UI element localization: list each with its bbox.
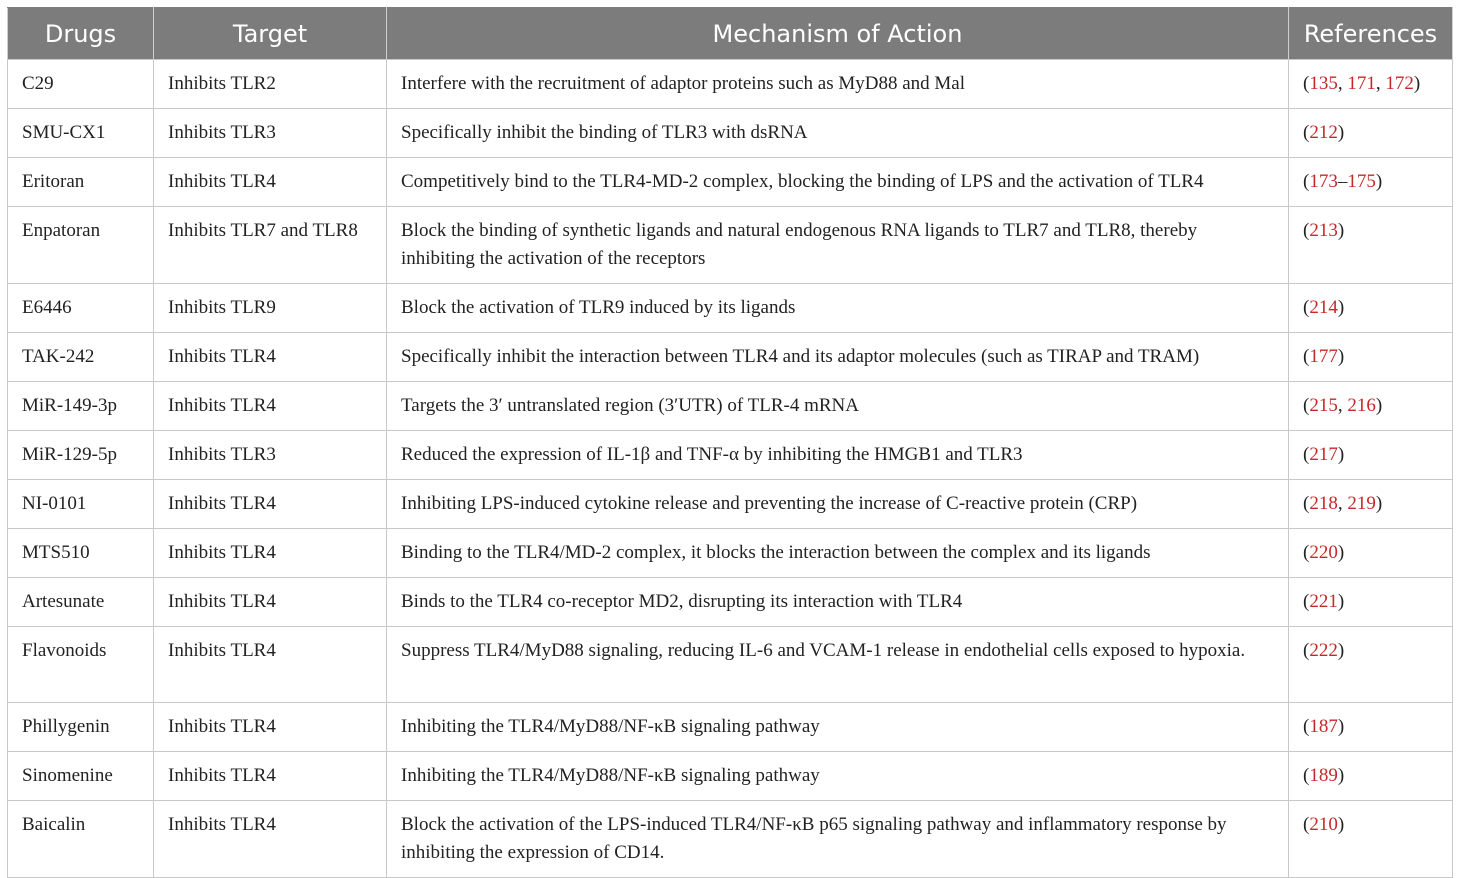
reference-link[interactable]: 221 <box>1309 591 1338 612</box>
target-cell: Inhibits TLR4 <box>154 703 387 752</box>
ref-close-paren: ) <box>1413 73 1421 94</box>
table-row <box>8 333 1453 382</box>
references-cell <box>1289 207 1453 284</box>
ref-close-paren: ) <box>1375 493 1383 514</box>
reference-link[interactable]: 212 <box>1309 122 1338 143</box>
reference-link[interactable]: 189 <box>1309 765 1338 786</box>
table-row <box>8 382 1453 431</box>
mechanism-cell: Inhibiting LPS-induced cytokine release and preventing the increase of C-reactive protein (CRP) <box>387 480 1289 529</box>
mechanism-cell: Competitively bind to the TLR4-MD-2 complex, blocking the binding of LPS and the activation of TLR4 <box>387 158 1289 207</box>
references-cell <box>1289 801 1453 878</box>
drug-cell: Baicalin <box>8 801 154 878</box>
ref-open-paren: ( <box>1303 171 1310 192</box>
table-row <box>8 703 1453 752</box>
target-cell: Inhibits TLR9 <box>154 284 387 333</box>
ref-close-paren: ) <box>1337 122 1345 143</box>
ref-separator: , <box>1375 73 1386 94</box>
target-cell: Inhibits TLR7 and TLR8 <box>154 207 387 284</box>
table-row <box>8 284 1453 333</box>
references-cell <box>1289 752 1453 801</box>
references-cell <box>1289 333 1453 382</box>
references-cell <box>1289 703 1453 752</box>
ref-open-paren: ( <box>1303 395 1310 416</box>
target-cell: Inhibits TLR4 <box>154 529 387 578</box>
references-cell <box>1289 284 1453 333</box>
drug-cell: MTS510 <box>8 529 154 578</box>
reference-link[interactable]: 216 <box>1347 395 1376 416</box>
table-row <box>8 578 1453 627</box>
header-target: Target <box>154 8 387 60</box>
mechanism-cell: Specifically inhibit the interaction between TLR4 and its adaptor molecules (such as TIRAP and TRAM) <box>387 333 1289 382</box>
drug-cell: Artesunate <box>8 578 154 627</box>
ref-open-paren: ( <box>1303 591 1310 612</box>
target-cell: Inhibits TLR4 <box>154 158 387 207</box>
references-cell <box>1289 158 1453 207</box>
drug-cell: Enpatoran <box>8 207 154 284</box>
ref-close-paren: ) <box>1337 542 1345 563</box>
table-row <box>8 109 1453 158</box>
mechanism-cell: Targets the 3′ untranslated region (3′UTR) of TLR-4 mRNA <box>387 382 1289 431</box>
drug-cell: C29 <box>8 60 154 109</box>
reference-link[interactable]: 218 <box>1309 493 1338 514</box>
reference-link[interactable]: 213 <box>1309 220 1338 241</box>
references-cell <box>1289 578 1453 627</box>
mechanism-cell: Block the activation of TLR9 induced by its ligands <box>387 284 1289 333</box>
ref-open-paren: ( <box>1303 346 1310 367</box>
mechanism-cell: Block the binding of synthetic ligands and natural endogenous RNA ligands to TLR7 and TLR8, thereby inhibiting the activation of the receptors <box>387 207 1289 284</box>
reference-link[interactable]: 219 <box>1347 493 1376 514</box>
references-cell <box>1289 431 1453 480</box>
table-row <box>8 60 1453 109</box>
ref-separator: , <box>1337 395 1348 416</box>
target-cell: Inhibits TLR4 <box>154 752 387 801</box>
reference-link[interactable]: 220 <box>1309 542 1338 563</box>
drug-table <box>7 7 1453 878</box>
target-cell: Inhibits TLR3 <box>154 431 387 480</box>
ref-close-paren: ) <box>1337 444 1345 465</box>
mechanism-cell: Binding to the TLR4/MD-2 complex, it blocks the interaction between the complex and its ligands <box>387 529 1289 578</box>
ref-open-paren: ( <box>1303 814 1310 835</box>
references-cell <box>1289 382 1453 431</box>
target-cell: Inhibits TLR4 <box>154 382 387 431</box>
references-cell <box>1289 480 1453 529</box>
ref-close-paren: ) <box>1337 346 1345 367</box>
mechanism-cell: Inhibiting the TLR4/MyD88/NF-κB signaling pathway <box>387 703 1289 752</box>
reference-link[interactable]: 135 <box>1309 73 1338 94</box>
target-cell: Inhibits TLR3 <box>154 109 387 158</box>
ref-open-paren: ( <box>1303 122 1310 143</box>
ref-close-paren: ) <box>1375 395 1383 416</box>
reference-link[interactable]: 215 <box>1309 395 1338 416</box>
references-cell <box>1289 60 1453 109</box>
target-cell: Inhibits TLR4 <box>154 333 387 382</box>
drug-cell: SMU-CX1 <box>8 109 154 158</box>
mechanism-cell: Suppress TLR4/MyD88 signaling, reducing IL-6 and VCAM-1 release in endothelial cells exposed to hypoxia. <box>387 627 1289 703</box>
references-cell <box>1289 627 1453 703</box>
reference-link[interactable]: 171 <box>1347 73 1376 94</box>
table-row <box>8 529 1453 578</box>
reference-link[interactable]: 172 <box>1385 73 1414 94</box>
drug-cell: MiR-149-3p <box>8 382 154 431</box>
table-row <box>8 431 1453 480</box>
references-cell <box>1289 109 1453 158</box>
drug-cell: Flavonoids <box>8 627 154 703</box>
ref-close-paren: ) <box>1375 171 1383 192</box>
mechanism-cell: Block the activation of the LPS-induced TLR4/NF-κB p65 signaling pathway and inflammatory response by inhibiting the expression of CD14. <box>387 801 1289 878</box>
ref-open-paren: ( <box>1303 73 1310 94</box>
drug-cell: Sinomenine <box>8 752 154 801</box>
drug-cell: TAK-242 <box>8 333 154 382</box>
target-cell: Inhibits TLR2 <box>154 60 387 109</box>
table-header-row <box>8 8 1453 60</box>
table-row <box>8 801 1453 878</box>
ref-close-paren: ) <box>1337 640 1345 661</box>
ref-open-paren: ( <box>1303 297 1310 318</box>
ref-open-paren: ( <box>1303 716 1310 737</box>
ref-separator: , <box>1337 493 1348 514</box>
ref-open-paren: ( <box>1303 220 1310 241</box>
reference-link[interactable]: 173 <box>1309 171 1338 192</box>
mechanism-cell: Inhibiting the TLR4/MyD88/NF-κB signaling pathway <box>387 752 1289 801</box>
reference-link[interactable]: 214 <box>1309 297 1338 318</box>
target-cell: Inhibits TLR4 <box>154 801 387 878</box>
header-mechanism: Mechanism of Action <box>387 8 1289 60</box>
drug-cell: Eritoran <box>8 158 154 207</box>
ref-separator: , <box>1337 73 1348 94</box>
table-row <box>8 752 1453 801</box>
table-body <box>8 60 1453 878</box>
ref-close-paren: ) <box>1337 716 1345 737</box>
mechanism-cell: Reduced the expression of IL-1β and TNF-α by inhibiting the HMGB1 and TLR3 <box>387 431 1289 480</box>
drug-cell: E6446 <box>8 284 154 333</box>
ref-close-paren: ) <box>1337 220 1345 241</box>
reference-link[interactable]: 217 <box>1309 444 1338 465</box>
mechanism-cell: Binds to the TLR4 co-receptor MD2, disrupting its interaction with TLR4 <box>387 578 1289 627</box>
reference-link[interactable]: 187 <box>1309 716 1338 737</box>
ref-separator: – <box>1337 171 1348 192</box>
header-drugs: Drugs <box>8 8 154 60</box>
table-row <box>8 627 1453 703</box>
table-row <box>8 480 1453 529</box>
ref-open-paren: ( <box>1303 542 1310 563</box>
target-cell: Inhibits TLR4 <box>154 480 387 529</box>
table-row <box>8 158 1453 207</box>
ref-close-paren: ) <box>1337 814 1345 835</box>
ref-open-paren: ( <box>1303 765 1310 786</box>
ref-close-paren: ) <box>1337 765 1345 786</box>
ref-open-paren: ( <box>1303 493 1310 514</box>
reference-link[interactable]: 175 <box>1347 171 1376 192</box>
target-cell: Inhibits TLR4 <box>154 578 387 627</box>
reference-link[interactable]: 222 <box>1309 640 1338 661</box>
table-row <box>8 207 1453 284</box>
mechanism-cell: Interfere with the recruitment of adaptor proteins such as MyD88 and Mal <box>387 60 1289 109</box>
drug-cell: Phillygenin <box>8 703 154 752</box>
drug-cell: NI-0101 <box>8 480 154 529</box>
ref-open-paren: ( <box>1303 640 1310 661</box>
ref-open-paren: ( <box>1303 444 1310 465</box>
target-cell: Inhibits TLR4 <box>154 627 387 703</box>
ref-close-paren: ) <box>1337 591 1345 612</box>
header-references: References <box>1289 8 1453 60</box>
reference-link[interactable]: 177 <box>1309 346 1338 367</box>
ref-close-paren: ) <box>1337 297 1345 318</box>
mechanism-cell: Specifically inhibit the binding of TLR3 with dsRNA <box>387 109 1289 158</box>
drug-cell: MiR-129-5p <box>8 431 154 480</box>
references-cell <box>1289 529 1453 578</box>
reference-link[interactable]: 210 <box>1309 814 1338 835</box>
